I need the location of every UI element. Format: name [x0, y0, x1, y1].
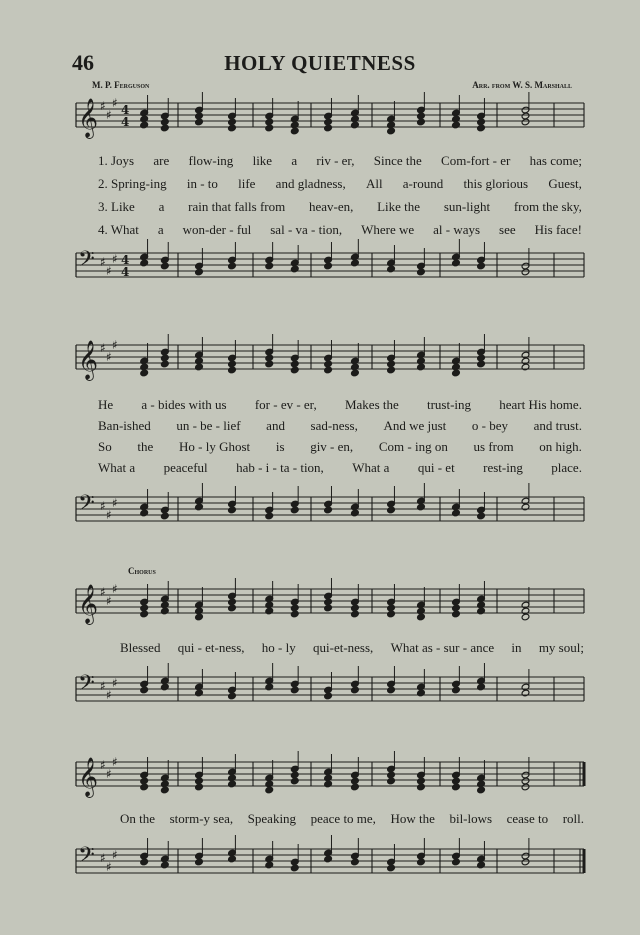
verse-1-line-1 — [98, 153, 582, 169]
lyric-word: ho - ly — [261, 640, 296, 655]
note-head — [161, 124, 170, 132]
note-head — [452, 783, 461, 791]
key-signature-sharp-icon: ♯ — [106, 350, 112, 364]
lyric-word: peaceful — [163, 460, 208, 475]
hymn-number: 46 — [72, 50, 94, 75]
lyric-word: life — [238, 176, 256, 191]
lyric-word: 3. Like — [98, 199, 135, 214]
note-head — [452, 259, 461, 267]
note-head — [195, 118, 204, 126]
lyric-word: qui - et — [417, 460, 455, 475]
note-head — [387, 265, 396, 273]
note-head — [140, 259, 149, 267]
note-head — [140, 369, 149, 377]
composer-credit: M. P. Ferguson — [92, 80, 150, 90]
lyric-word: On the — [120, 811, 156, 826]
chorus-line-2 — [120, 811, 584, 827]
lyric-word: 4. What — [98, 222, 139, 237]
lyric-word: All — [365, 176, 383, 191]
note-head — [521, 268, 530, 276]
note-head — [417, 783, 426, 791]
note-head — [521, 689, 530, 697]
note-head — [161, 683, 170, 691]
lyric-word: the — [137, 439, 154, 454]
lyric-word: Blessed — [120, 640, 161, 655]
lyric-word: So — [98, 439, 112, 454]
lyric-word: roll. — [562, 811, 584, 826]
note-head — [290, 610, 299, 618]
key-signature-sharp-icon: ♯ — [100, 99, 106, 113]
note-head — [195, 858, 204, 866]
key-signature-sharp-icon: ♯ — [106, 860, 112, 874]
note-head — [521, 858, 530, 866]
note-head — [290, 127, 299, 135]
note-head — [521, 783, 530, 791]
key-signature-sharp-icon: ♯ — [100, 679, 106, 693]
note-head — [140, 858, 149, 866]
note-head — [161, 262, 170, 270]
note-head — [417, 503, 426, 511]
note-head — [387, 864, 396, 872]
lyric-word: a — [158, 199, 165, 214]
note-head — [351, 783, 360, 791]
note-head — [228, 692, 237, 700]
note-head — [140, 686, 149, 694]
lyric-word: won-der - ful — [182, 222, 252, 237]
key-signature-sharp-icon: ♯ — [100, 758, 106, 772]
verse-2-line-2 — [98, 418, 582, 434]
note-head — [265, 512, 274, 520]
treble-clef-icon: 𝄞 — [78, 340, 99, 380]
note-head — [324, 604, 333, 612]
note-head — [265, 262, 274, 270]
lyric-word: a — [291, 153, 298, 168]
key-signature-sharp-icon: ♯ — [112, 96, 118, 110]
lyric-word: 2. Spring-ing — [98, 176, 167, 191]
verse-4-line-1 — [98, 222, 582, 238]
note-head — [161, 861, 170, 869]
lyric-word: trust-ing — [426, 397, 472, 412]
lyric-word: Ho - ly Ghost — [179, 439, 251, 454]
lyric-word: Like the — [377, 199, 421, 214]
note-head — [228, 780, 237, 788]
key-signature-sharp-icon: ♯ — [100, 499, 106, 513]
lyric-word: And we just — [383, 418, 447, 433]
lyric-word: Makes the — [344, 397, 399, 412]
lyric-word: peace to me, — [310, 811, 376, 826]
note-head — [228, 124, 237, 132]
lyric-word: heav-en, — [308, 199, 354, 214]
lyric-word: What a — [98, 460, 136, 475]
note-head — [228, 366, 237, 374]
note-head — [324, 780, 333, 788]
lyric-word: like — [252, 153, 273, 168]
bass-clef-icon: 𝄢 — [78, 247, 95, 277]
verse-2-line-1 — [98, 176, 582, 192]
note-head — [387, 506, 396, 514]
note-head — [195, 783, 204, 791]
key-signature-sharp-icon: ♯ — [112, 582, 118, 596]
key-signature-sharp-icon: ♯ — [112, 496, 118, 510]
lyric-word: in - to — [186, 176, 218, 191]
lyric-word: us from — [473, 439, 514, 454]
note-head — [477, 861, 486, 869]
note-head — [140, 509, 149, 517]
key-signature-sharp-icon: ♯ — [106, 688, 112, 702]
lyric-word: bil-lows — [449, 811, 493, 826]
note-head — [228, 604, 237, 612]
treble-clef-icon: 𝄞 — [78, 98, 99, 138]
note-head — [521, 118, 530, 126]
note-head — [228, 262, 237, 270]
lyric-word: in — [511, 640, 522, 655]
lyric-word: o - bey — [471, 418, 508, 433]
key-signature-sharp-icon: ♯ — [100, 851, 106, 865]
note-head — [195, 613, 204, 621]
lyric-word: storm-y sea, — [169, 811, 234, 826]
note-head — [324, 855, 333, 863]
key-signature-sharp-icon: ♯ — [112, 848, 118, 862]
note-head — [290, 366, 299, 374]
lyric-word: and gladness, — [275, 176, 346, 191]
note-head — [265, 861, 274, 869]
lyric-word: un - be - lief — [176, 418, 241, 433]
note-head — [161, 512, 170, 520]
note-head — [290, 265, 299, 273]
key-signature-sharp-icon: ♯ — [106, 594, 112, 608]
note-head — [161, 786, 170, 794]
time-signature-icon: 4 — [121, 103, 130, 117]
note-head — [351, 509, 360, 517]
lyric-word: What a — [352, 460, 390, 475]
lyric-word: riv - er, — [316, 153, 355, 168]
lyric-word: flow-ing — [188, 153, 234, 168]
note-head — [417, 268, 426, 276]
verse-4-line-2 — [98, 460, 582, 476]
note-head — [477, 512, 486, 520]
lyric-word: a-round — [402, 176, 444, 191]
lyric-word: What as - sur - ance — [390, 640, 495, 655]
key-signature-sharp-icon: ♯ — [100, 585, 106, 599]
note-head — [417, 689, 426, 697]
lyric-word: His face! — [534, 222, 582, 237]
note-head — [477, 360, 486, 368]
note-head — [417, 613, 426, 621]
note-head — [351, 686, 360, 694]
lyric-word: giv - en, — [310, 439, 354, 454]
lyric-word: qui - et-ness, — [177, 640, 245, 655]
lyric-word: and — [266, 418, 285, 433]
note-head — [324, 692, 333, 700]
note-head — [290, 777, 299, 785]
verse-3-line-2 — [98, 439, 582, 455]
lyric-word: rest-ing — [483, 460, 523, 475]
note-head — [324, 366, 333, 374]
time-signature-icon: 4 — [121, 265, 130, 279]
note-head — [452, 369, 461, 377]
note-head — [452, 686, 461, 694]
lyric-word: has come; — [529, 153, 582, 168]
lyric-word: are — [153, 153, 170, 168]
lyric-word: al - ways — [433, 222, 481, 237]
note-head — [265, 607, 274, 615]
note-head — [417, 858, 426, 866]
lyric-word: see — [499, 222, 516, 237]
key-signature-sharp-icon: ♯ — [106, 508, 112, 522]
bass-clef-icon: 𝄢 — [78, 843, 95, 873]
lyric-word: He — [98, 397, 114, 412]
key-signature-sharp-icon: ♯ — [112, 676, 118, 690]
lyric-word: sal - va - tion, — [270, 222, 343, 237]
lyric-word: Where we — [361, 222, 415, 237]
note-head — [521, 363, 530, 371]
lyric-word: rain that falls from — [188, 199, 286, 214]
key-signature-sharp-icon: ♯ — [100, 255, 106, 269]
note-head — [452, 858, 461, 866]
bass-clef-icon: 𝄢 — [78, 671, 95, 701]
note-head — [351, 369, 360, 377]
note-head — [195, 363, 204, 371]
note-head — [452, 509, 461, 517]
key-signature-sharp-icon: ♯ — [106, 108, 112, 122]
time-signature-icon: 4 — [121, 115, 130, 129]
note-head — [324, 124, 333, 132]
key-signature-sharp-icon: ♯ — [112, 252, 118, 266]
key-signature-sharp-icon: ♯ — [112, 755, 118, 769]
note-head — [452, 121, 461, 129]
lyric-word: my soul; — [538, 640, 584, 655]
lyric-word: Since the — [373, 153, 422, 168]
treble-clef-icon: 𝄞 — [78, 757, 99, 797]
note-head — [387, 127, 396, 135]
lyric-word: hab - i - ta - tion, — [236, 460, 324, 475]
note-head — [290, 864, 299, 872]
lyric-word: for - ev - er, — [254, 397, 317, 412]
lyric-word: sad-ness, — [310, 418, 358, 433]
note-head — [265, 683, 274, 691]
lyric-word: a — [157, 222, 164, 237]
note-head — [417, 363, 426, 371]
hymn-title: HOLY QUIETNESS — [224, 51, 416, 75]
key-signature-sharp-icon: ♯ — [106, 264, 112, 278]
note-head — [351, 259, 360, 267]
lyric-word: place. — [551, 460, 582, 475]
lyric-word: and trust. — [533, 418, 582, 433]
lyric-word: How the — [390, 811, 435, 826]
lyric-word: Com-fort - er — [441, 153, 511, 168]
time-signature-icon: 4 — [121, 253, 130, 267]
note-head — [265, 360, 274, 368]
note-head — [290, 506, 299, 514]
note-head — [477, 124, 486, 132]
note-head — [140, 783, 149, 791]
verse-3-line-1 — [98, 199, 582, 215]
lyric-word: Ban-ished — [98, 418, 151, 433]
note-head — [228, 506, 237, 514]
lyric-word: cease to — [506, 811, 549, 826]
note-head — [324, 262, 333, 270]
note-head — [387, 686, 396, 694]
note-head — [351, 610, 360, 618]
lyric-word: Speaking — [247, 811, 297, 826]
note-head — [351, 121, 360, 129]
note-head — [452, 610, 461, 618]
note-head — [195, 503, 204, 511]
key-signature-sharp-icon: ♯ — [100, 341, 106, 355]
note-head — [265, 786, 274, 794]
note-head — [521, 613, 530, 621]
note-head — [161, 360, 170, 368]
lyric-word: 1. Joys — [98, 153, 135, 168]
chorus-line-1 — [120, 640, 584, 656]
lyric-word: Com - ing on — [378, 439, 448, 454]
lyric-word: on high. — [539, 439, 582, 454]
note-head — [195, 689, 204, 697]
note-head — [477, 607, 486, 615]
note-head — [477, 262, 486, 270]
lyric-word: qui-et-ness, — [313, 640, 374, 655]
note-head — [228, 855, 237, 863]
key-signature-sharp-icon: ♯ — [112, 338, 118, 352]
note-head — [324, 506, 333, 514]
note-head — [387, 366, 396, 374]
note-head — [351, 858, 360, 866]
treble-clef-icon: 𝄞 — [78, 584, 99, 624]
lyric-word: is — [275, 439, 285, 454]
bass-clef-icon: 𝄢 — [78, 491, 95, 521]
note-head — [477, 683, 486, 691]
note-head — [195, 268, 204, 276]
lyric-word: heart His home. — [499, 397, 582, 412]
note-head — [477, 786, 486, 794]
note-head — [387, 777, 396, 785]
note-head — [265, 124, 274, 132]
arranger-credit: Arr. from W. S. Marshall — [472, 80, 572, 90]
note-head — [290, 686, 299, 694]
note-head — [417, 118, 426, 126]
key-signature-sharp-icon: ♯ — [106, 767, 112, 781]
lyric-word: a - bides with us — [141, 397, 227, 412]
note-head — [140, 610, 149, 618]
note-head — [161, 607, 170, 615]
verse-1-line-2 — [98, 397, 582, 413]
lyric-word: this glorious — [463, 176, 529, 191]
note-head — [521, 503, 530, 511]
note-head — [140, 121, 149, 129]
lyric-word: Guest, — [548, 176, 582, 191]
note-head — [387, 610, 396, 618]
lyric-word: sun-light — [443, 199, 491, 214]
lyric-word: from the sky, — [513, 199, 582, 214]
chorus-label: Chorus — [128, 566, 156, 576]
